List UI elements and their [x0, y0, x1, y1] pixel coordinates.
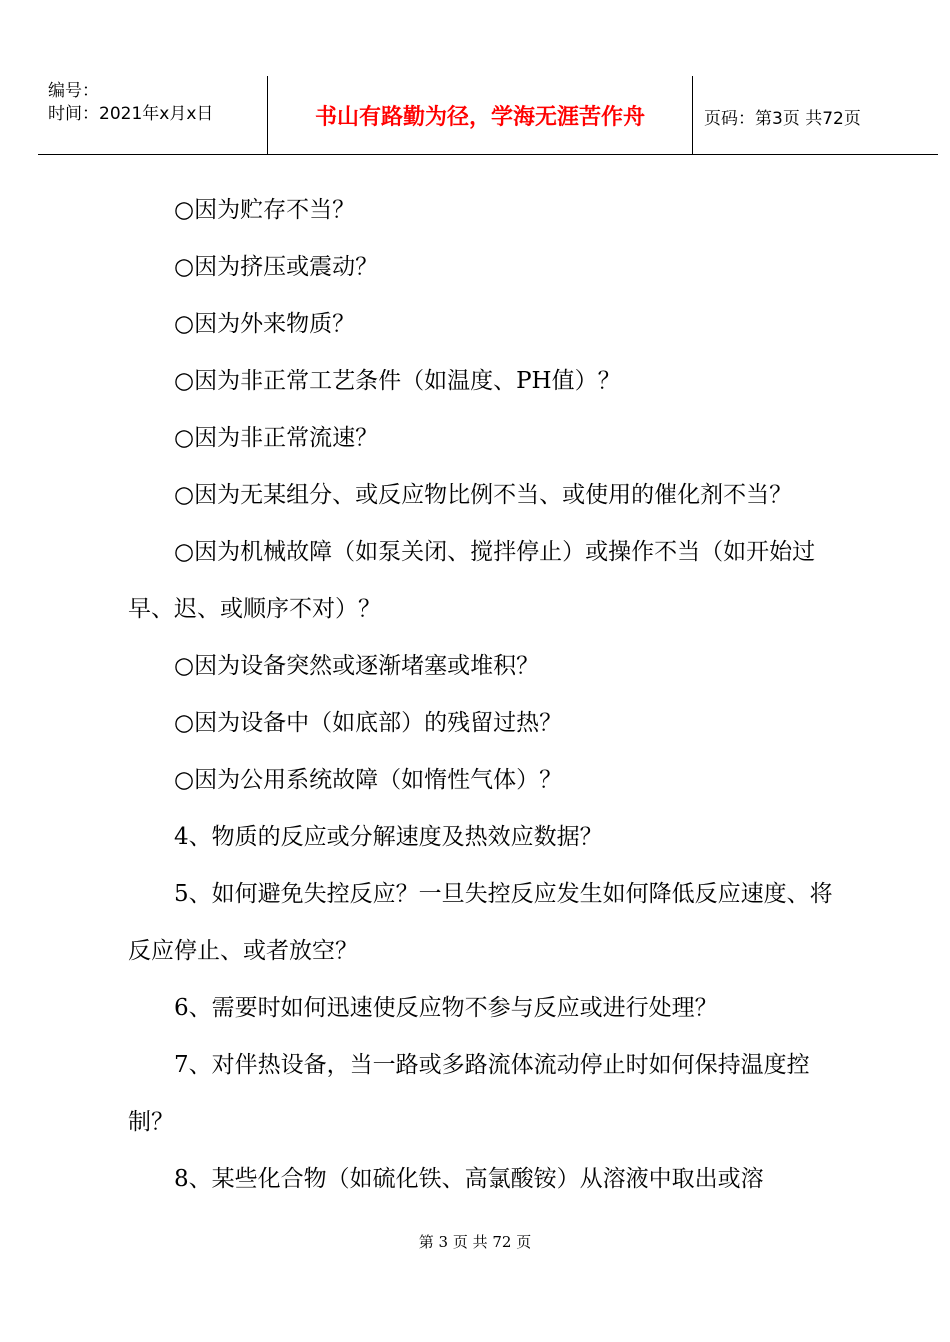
body-paragraph: 6、需要时如何迅速使反应物不参与反应或进行处理？: [174, 995, 718, 1021]
header-motto: 书山有路勤为径，学海无涯苦作舟: [314, 105, 645, 130]
body-paragraph: 7、对伴热设备，当一路或多路流体流动停止时如何保持温度控制？: [128, 1052, 810, 1135]
document-time-label: 时间：2021年x月x日: [48, 104, 214, 124]
header-divider-right: [692, 76, 693, 154]
body-paragraph: ○因为非正常流速？: [174, 425, 379, 451]
document-body: [128, 182, 848, 1208]
body-paragraph: ○因为机械故障（如泵关闭、搅拌停止）或操作不当（如开始过早、迟、或顺序不对）？: [128, 539, 816, 622]
body-paragraph: ○因为外来物质？: [174, 311, 356, 337]
body-paragraph: ○因为贮存不当？: [174, 197, 356, 223]
header-divider-left: [267, 76, 268, 154]
header-page-info: 页码：第3页 共72页: [704, 109, 861, 129]
page-footer: 第 3 页 共 72 页: [418, 1233, 532, 1251]
body-paragraph: ○因为设备中（如底部）的残留过热？: [174, 710, 563, 736]
body-paragraph: ○因为公用系统故障（如惰性气体）？: [174, 767, 563, 793]
page-header: [38, 76, 938, 155]
body-paragraph: ○因为挤压或震动？: [174, 254, 379, 280]
document-number-label: 编号：: [48, 81, 99, 101]
body-paragraph: ○因为非正常工艺条件（如温度、PH值）？: [174, 368, 621, 394]
body-paragraph: 8、某些化合物（如硫化铁、高氯酸铵）从溶液中取出或溶: [174, 1166, 764, 1192]
header-meta: [48, 80, 213, 126]
body-paragraph: ○因为无某组分、或反应物比例不当、或使用的催化剂不当？: [174, 482, 793, 508]
body-paragraph: 4、物质的反应或分解速度及热效应数据？: [174, 824, 603, 850]
body-paragraph: 5、如何避免失控反应？一旦失控反应发生如何降低反应速度、将反应停止、或者放空？: [128, 881, 833, 964]
body-paragraph: ○因为设备突然或逐渐堵塞或堆积？: [174, 653, 540, 679]
